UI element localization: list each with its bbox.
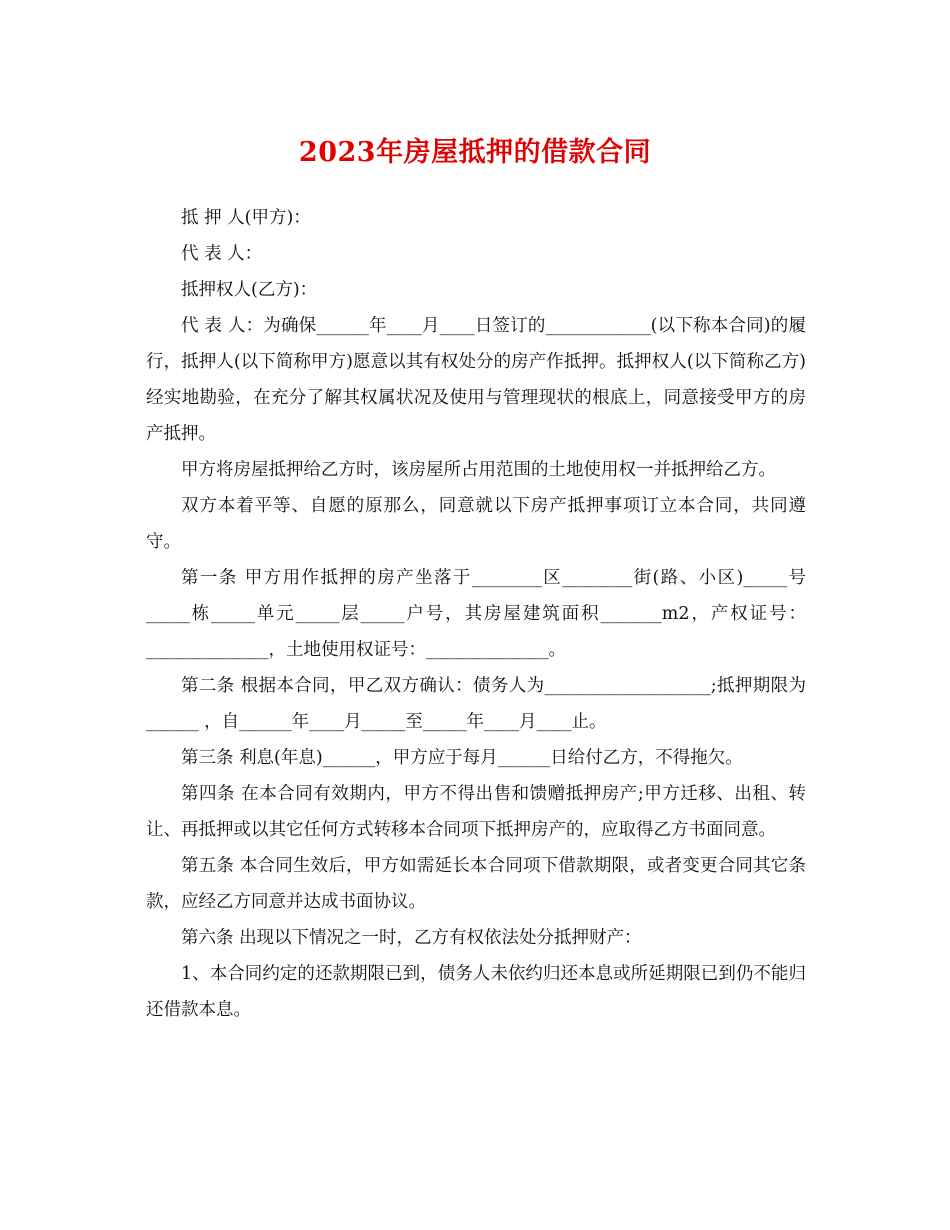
article-5: 第五条 本合同生效后，甲方如需延长本合同项下借款期限，或者变更合同其它条款，应经乙方同意并达成书面协议。 <box>146 856 806 912</box>
party-a-line: 抵 押 人(甲方)： <box>181 208 311 228</box>
party-b-line: 抵押权人(乙方)： <box>181 280 318 300</box>
article-2: 第二条 根据本合同，甲乙双方确认：债务人为___________________;抵押期限为______ ，自______年____月_____至_____年____月____止。 <box>146 676 806 732</box>
agreement-paragraph: 双方本着平等、自愿的原那么，同意就以下房产抵押事项订立本合同，共同遵守。 <box>146 496 806 552</box>
party-a-representative-line: 代 表 人： <box>181 244 263 264</box>
document-body <box>146 200 806 1028</box>
article-6-item-1: 1、本合同约定的还款期限已到，债务人未依约归还本息或所延期限已到仍不能归还借款本息。 <box>146 964 806 1020</box>
article-3: 第三条 利息(年息)______，甲方应于每月______日给付乙方，不得拖欠。 <box>181 748 743 768</box>
article-6: 第六条 出现以下情况之一时，乙方有权依法处分抵押财产： <box>181 928 642 948</box>
document-title: 2023年房屋抵押的借款合同 <box>298 137 652 168</box>
article-4: 第四条 在本合同有效期内，甲方不得出售和馈赠抵押房产;甲方迁移、出租、转让、再抵押或以其它任何方式转移本合同项下抵押房产的，应取得乙方书面同意。 <box>146 784 806 840</box>
preamble-paragraph: 代 表 人：为确保______年____月____日签订的____________(以下称本合同)的履行，抵押人(以下简称甲方)愿意以其有权处分的房产作抵押。抵押权人(以下简称乙方)经实地勘验，在充分了解其权属状况及使用与管理现状的根底上，同意接受甲方的房产抵押。 <box>146 316 806 444</box>
land-use-paragraph: 甲方将房屋抵押给乙方时，该房屋所占用范围的土地使用权一并抵押给乙方。 <box>181 460 776 480</box>
article-1: 第一条 甲方用作抵押的房产坐落于________区________街(路、小区)_____号_____栋_____单元_____层_____户号，其房屋建筑面积_______m2，产权证号：______________，土地使用权证号：______________。 <box>146 568 806 660</box>
